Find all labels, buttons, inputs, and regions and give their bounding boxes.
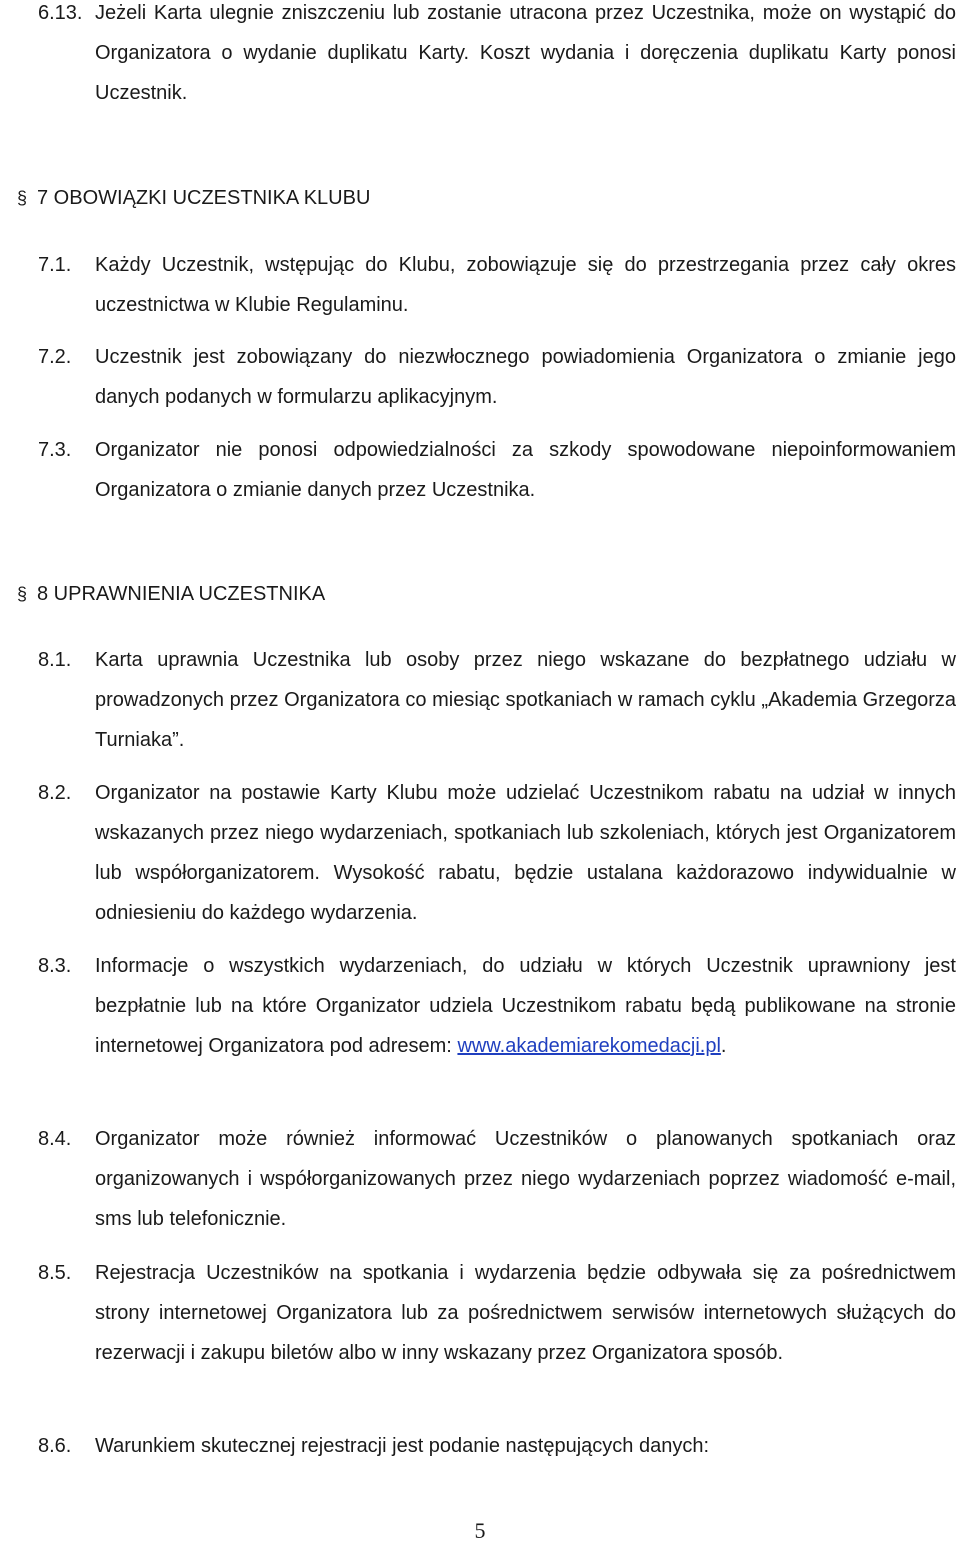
clause-number: 8.6. xyxy=(38,1435,72,1457)
section-title: 8 UPRAWNIENIA UCZESTNIKA xyxy=(37,583,326,605)
clause-7-3 xyxy=(38,430,956,510)
clause-number: 7.1. xyxy=(38,254,72,276)
clause-8-6 xyxy=(38,1426,956,1466)
website-link[interactable]: www.akademiarekomedacji.pl xyxy=(457,1035,721,1057)
clause-number: 8.1. xyxy=(38,649,72,671)
clause-number: 8.3. xyxy=(38,955,72,977)
clause-8-3 xyxy=(38,946,956,1066)
clause-text-end: . xyxy=(720,1035,727,1057)
clause-number: 6.13. xyxy=(38,2,83,24)
clause-number: 8.5. xyxy=(38,1262,72,1284)
clause-number: 7.3. xyxy=(38,439,72,461)
clause-text xyxy=(95,946,956,1066)
clause-text: Karta uprawnia Uczestnika lub osoby przez niego wskazane do bezpłatnego udziału w prowadzonych przez Organizatora co miesiąc spotkaniach w ramach cyklu „Akademia Grzegorza Turniaka”. xyxy=(95,649,956,751)
section-bullet-icon: § xyxy=(17,188,28,208)
clause-8-5 xyxy=(38,1253,956,1373)
clause-text: Rejestracja Uczestników na spotkania i wydarzenia będzie odbywała się za pośrednictwem strony internetowej Organizatora lub za pośrednictwem serwisów internetowych służących do rezerwacji i zakupu biletów albo w inny wskazany przez Organizatora sposób. xyxy=(95,1262,956,1364)
clause-8-1 xyxy=(38,640,956,760)
clause-number: 7.2. xyxy=(38,346,72,368)
clause-7-2 xyxy=(38,337,956,417)
clause-text: Organizator może również informować Uczestników o planowanych spotkaniach oraz organizowanych i współorganizowanych przez niego wydarzeniach poprzez wiadomość e-mail, sms lub telefonicznie. xyxy=(95,1128,956,1230)
section-heading-7 xyxy=(17,184,370,212)
clause-number: 8.4. xyxy=(38,1128,72,1150)
clause-text: Każdy Uczestnik, wstępując do Klubu, zobowiązuje się do przestrzegania przez cały okres uczestnictwa w Klubie Regulaminu. xyxy=(95,254,956,316)
section-heading-8 xyxy=(17,580,325,608)
clause-7-1 xyxy=(38,245,956,325)
clause-text-body: Informacje o wszystkich wydarzeniach, do udziału w których Uczestnik uprawniony jest bezpłatnie lub na które Organizator udziela Uczestnikom rabatu będą publikowane na stronie internetowej Organizatora pod adresem: xyxy=(95,955,956,1057)
clause-text: Jeżeli Karta ulegnie zniszczeniu lub zostanie utracona przez Uczestnika, może on wystąpić do Organizatora o wydanie duplikatu Karty. Koszt wydania i doręczenia duplikatu Karty ponosi Uczestnik. xyxy=(95,2,956,104)
clause-6-13 xyxy=(38,0,956,113)
clause-number: 8.2. xyxy=(38,782,72,804)
clause-text: Organizator na postawie Karty Klubu może udzielać Uczestnikom rabatu na udział w innych wskazanych przez niego wydarzeniach, spotkaniach lub szkoleniach, których jest Organizatorem lub współorganizatorem. Wysokość rabatu, będzie ustalana każdorazowo indywidualnie w odniesieniu do każdego wydarzenia. xyxy=(95,782,956,924)
clause-text: Warunkiem skutecznej rejestracji jest podanie następujących danych: xyxy=(95,1435,710,1457)
clause-text: Organizator nie ponosi odpowiedzialności za szkody spowodowane niepoinformowaniem Organizatora o zmianie danych przez Uczestnika. xyxy=(95,439,956,501)
section-bullet-icon: § xyxy=(17,584,28,604)
section-title: 7 OBOWIĄZKI UCZESTNIKA KLUBU xyxy=(37,187,371,209)
clause-8-4 xyxy=(38,1119,956,1239)
clause-8-2 xyxy=(38,773,956,933)
clause-text: Uczestnik jest zobowiązany do niezwłocznego powiadomienia Organizatora o zmianie jego danych podanych w formularzu aplikacyjnym. xyxy=(95,346,956,408)
page-number: 5 xyxy=(474,1518,486,1543)
